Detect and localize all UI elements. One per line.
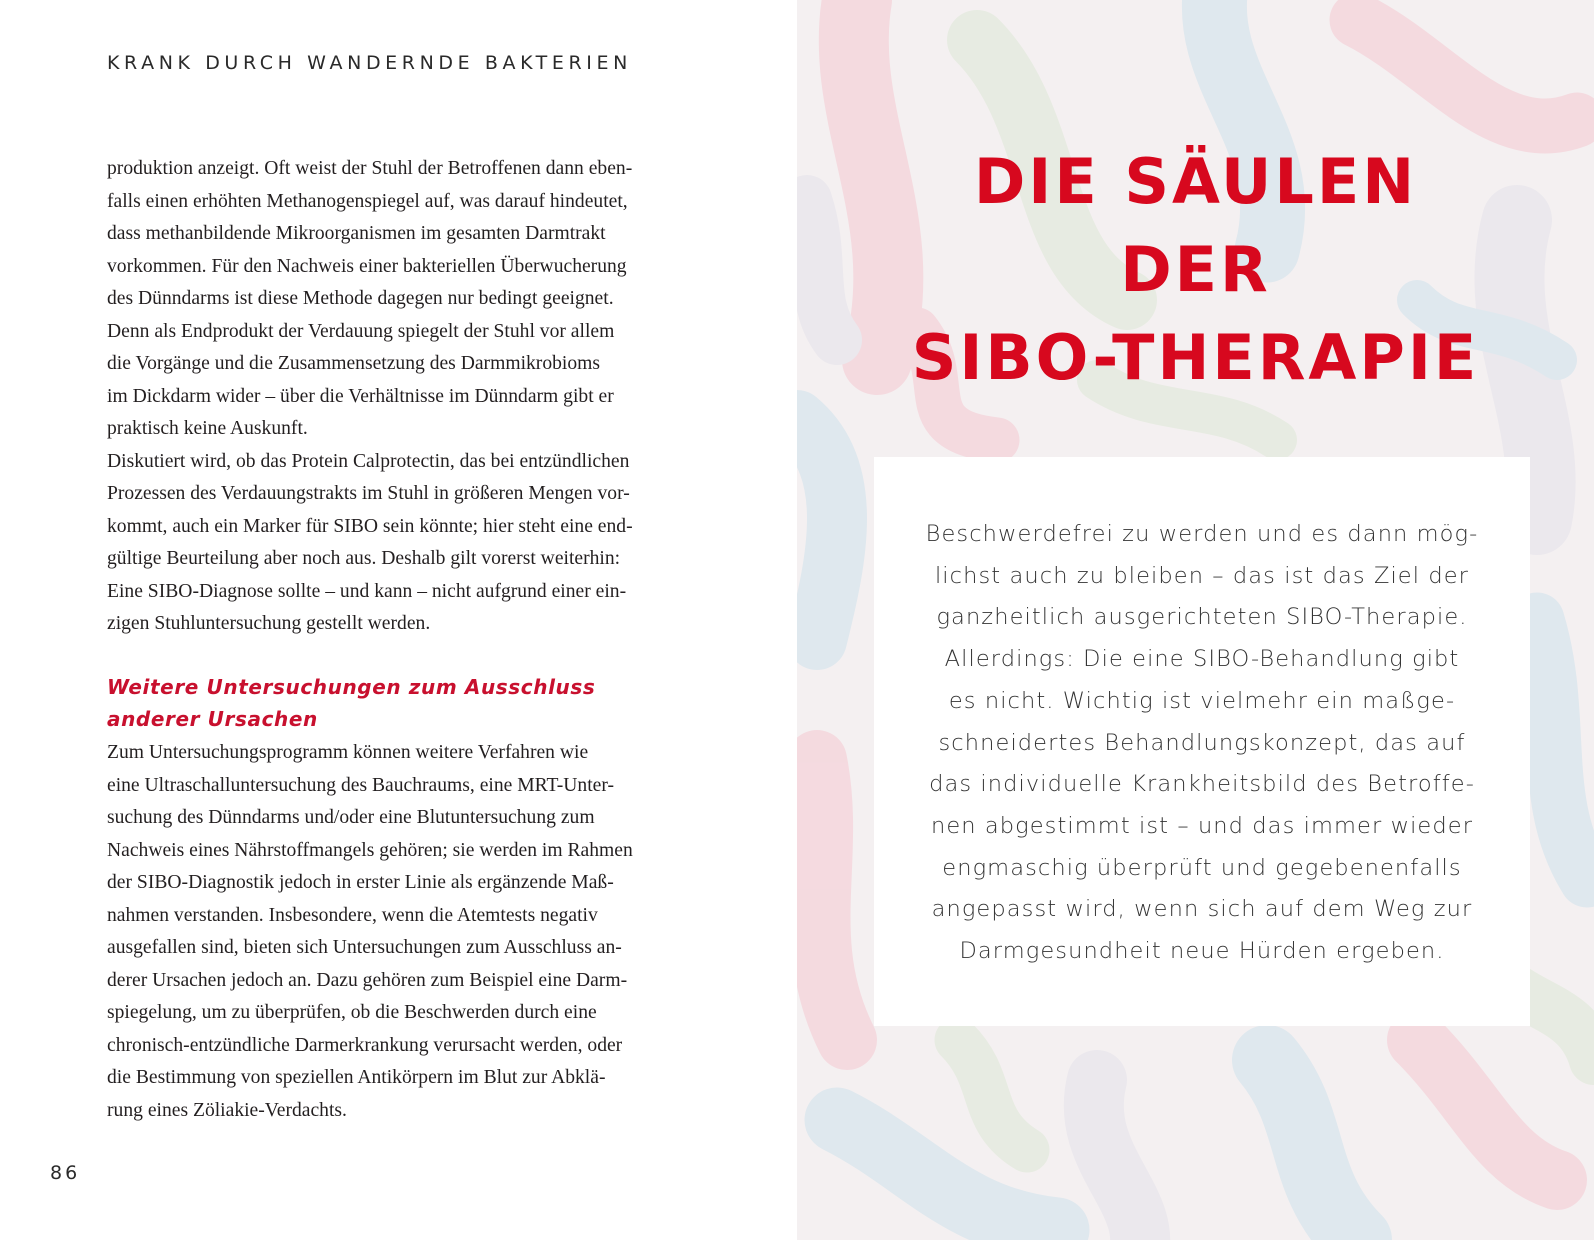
text-line: Prozessen des Verdauungstrakts im Stuhl in größeren Mengen vor- xyxy=(107,483,630,504)
text-line: dass methanbildende Mikroorganismen im gesamten Darmtrakt xyxy=(107,223,606,244)
title-line: DIE SÄULEN xyxy=(973,145,1418,218)
text-line: Eine SIBO-Diagnose sollte – und kann – nicht aufgrund einer ein- xyxy=(107,580,627,602)
text-line: Zum Untersuchungsprogramm können weitere Verfahren wie xyxy=(107,742,589,763)
section-subheading xyxy=(107,671,595,735)
intro-line: Allerdings: Die eine SIBO-Behandlung gibt xyxy=(944,646,1460,673)
text-line: des Dünndarms ist diese Methode dagegen nur bedingt geeignet. xyxy=(107,288,614,309)
text-line: vorkommen. Für den Nachweis einer bakteriellen Überwucherung xyxy=(107,255,627,277)
text-line: derer Ursachen jedoch an. Dazu gehören zum Beispiel eine Darm- xyxy=(107,969,628,991)
text-line: Denn als Endprodukt der Verdauung spiegelt der Stuhl vor allem xyxy=(107,320,615,342)
text-line: kommt, auch ein Marker für SIBO sein könnte; hier steht eine end- xyxy=(107,515,633,537)
intro-line: angepasst wird, wenn sich auf dem Weg zur xyxy=(931,896,1473,923)
intro-line: engmaschig überprüft und gegebenenfalls xyxy=(942,854,1462,881)
intro-line: das individuelle Krankheitsbild des Betroffe- xyxy=(929,771,1475,798)
text-line: spiegelung, um zu überprüfen, ob die Beschwerden durch eine xyxy=(107,1002,597,1023)
text-line: chronisch-entzündliche Darmerkrankung verursacht werden, oder xyxy=(107,1034,623,1056)
text-line: ausgefallen sind, bieten sich Untersuchungen zum Ausschluss an- xyxy=(107,937,622,958)
subheading-line: Weitere Untersuchungen zum Ausschluss xyxy=(107,675,596,699)
intro-line: es nicht. Wichtig ist vielmehr ein maßge- xyxy=(948,687,1456,714)
intro-box xyxy=(874,457,1530,1026)
paragraph-2 xyxy=(107,737,682,1127)
text-line: produktion anzeigt. Oft weist der Stuhl der Betroffenen dann eben- xyxy=(107,158,633,179)
intro-line: Beschwerdefrei zu werden und es dann mög- xyxy=(925,521,1479,547)
subheading-line: anderer Ursachen xyxy=(107,707,318,731)
text-line: Diskutiert wird, ob das Protein Calprotectin, das bei entzündlichen xyxy=(107,450,630,472)
text-line: nahmen verstanden. Insbesondere, wenn die Atemtests negativ xyxy=(107,904,598,926)
text-line: falls einen erhöhten Methanogenspiegel auf, was darauf hindeutet, xyxy=(107,190,628,212)
text-line: die Bestimmung von speziellen Antikörpern im Blut zur Abklä- xyxy=(107,1067,606,1088)
text-line: eine Ultraschalluntersuchung des Bauchraums, eine MRT-Unter- xyxy=(107,774,614,796)
intro-line: Darmgesundheit neue Hürden ergeben. xyxy=(959,938,1445,965)
chapter-title xyxy=(797,138,1594,402)
text-line: gültige Beurteilung aber noch aus. Deshalb gilt vorerst weiterhin: xyxy=(107,548,621,569)
title-line: SIBO-THERAPIE xyxy=(911,321,1480,394)
paragraph-1 xyxy=(107,153,682,641)
text-line: im Dickdarm wider – über die Verhältnisse im Dünndarm gibt er xyxy=(107,385,614,407)
text-line: der SIBO-Diagnostik jedoch in erster Linie als ergänzende Maß- xyxy=(107,872,614,893)
intro-text xyxy=(874,514,1530,973)
intro-line: nen abgestimmt ist – und das immer wieder xyxy=(930,812,1474,839)
running-head: KRANK DURCH WANDERNDE BAKTERIEN xyxy=(107,52,632,74)
text-line: zigen Stuhluntersuchung gestellt werden. xyxy=(107,613,431,634)
intro-line: schneidertes Behandlungskonzept, das auf xyxy=(938,729,1466,756)
text-line: Nachweis eines Nährstoffmangels gehören; sie werden im Rahmen xyxy=(107,839,633,861)
right-page xyxy=(797,0,1594,1240)
intro-line: lichst auch zu bleiben – das ist das Ziel der xyxy=(934,562,1470,589)
title-line: DER xyxy=(1120,233,1271,306)
intro-line: ganzheitlich ausgerichteten SIBO-Therapie. xyxy=(936,604,1468,631)
text-line: rung eines Zöliakie-Verdachts. xyxy=(107,1099,347,1121)
page-number: 86 xyxy=(50,1162,81,1184)
text-line: die Vorgänge und die Zusammensetzung des Darmmikrobioms xyxy=(107,353,601,374)
text-line: suchung des Dünndarms und/oder eine Blutuntersuchung zum xyxy=(107,807,595,828)
text-line: praktisch keine Auskunft. xyxy=(107,418,308,439)
